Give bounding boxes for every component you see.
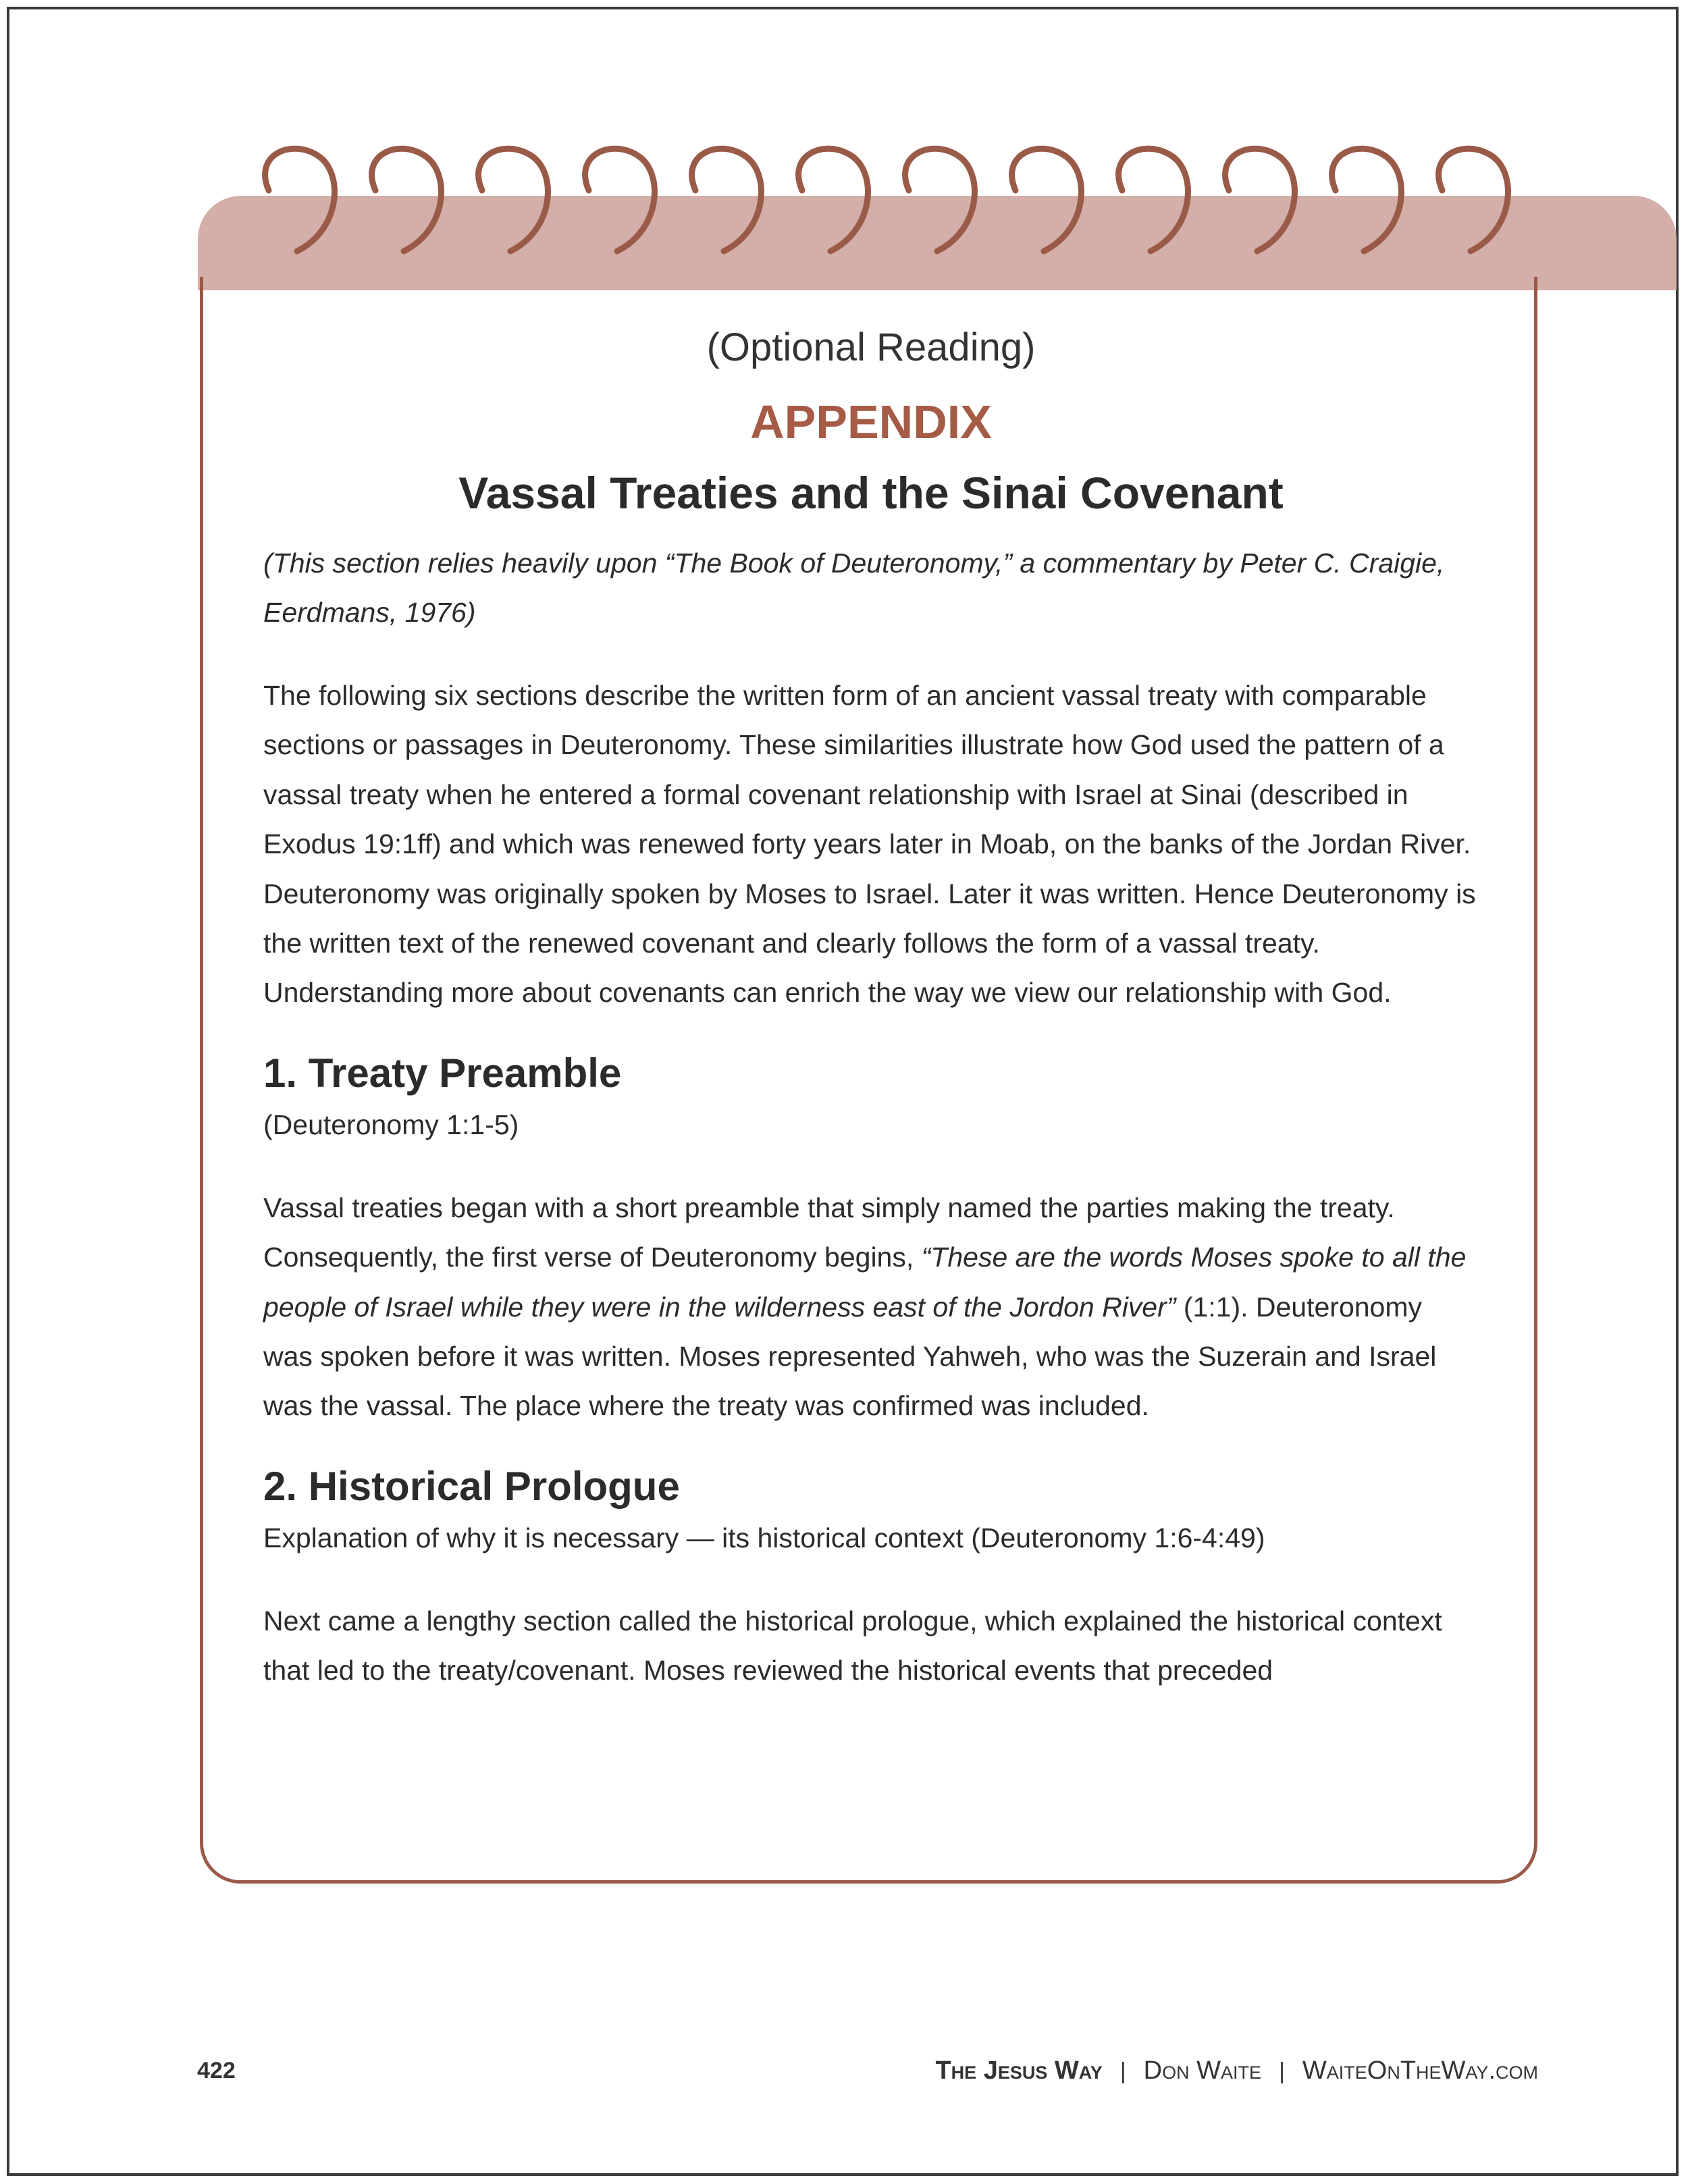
binder-ring-icon (905, 149, 975, 251)
source-attribution: (This section relies heavily upon “The Book of Deuteronomy,” a commentary by Peter C. Craigie, Eerdmans, 1976) (263, 548, 1445, 628)
intro-paragraph: The following six sections describe the written form of an ancient vassal treaty with comparable sections or passages in Deuteronomy. These similarities illustrate how God used the pattern of a vassal treaty when he entered a formal covenant relationship with Israel at Sinai (described in Exodus 19:1ff) and which was renewed forty years later in Moab, on the banks of the Jordan River. Deuteronomy was originally spoken by Moses to Israel. Later it was written. Hence Deuteronomy is the written text of the renewed covenant and clearly follows the form of a vassal treaty. Understanding more about covenants can enrich the way we view our relationship with God. (263, 680, 1476, 1009)
section-heading-historical-prologue: 2. Historical Prologue (263, 1463, 680, 1509)
page-title: Vassal Treaties and the Sinai Covenant (458, 468, 1284, 518)
book-title: The Jesus Way (935, 2056, 1103, 2085)
section-body-historical-prologue: Next came a lengthy section called the historical prologue, which explained the historical context that led to the treaty/covenant. Moses reviewed the historical events that preceded (263, 1605, 1442, 1686)
body-text: Vassal treaties began with a short preamble that simply named the parties making the treaty. Consequently, the first verse of Deuteronomy begins, (263, 1192, 1395, 1273)
binder-ring-icon (372, 149, 442, 251)
website-link[interactable]: WaiteOnTheWay.com (1302, 2056, 1538, 2085)
binder-ring-icon (1225, 149, 1295, 251)
footer-separator: | (1119, 2058, 1126, 2084)
binder-ring-icon (1119, 149, 1188, 251)
binder-ring-icon (585, 149, 655, 251)
body-text: (1:1). Deuteronomy was spoken before it was written. Moses represented Yahweh, who was the Suzerain and Israel was the vassal. The place where the treaty was confirmed was included. (263, 1291, 1437, 1422)
running-footer (935, 2056, 1538, 2085)
binder-ring-icon (692, 149, 762, 251)
binder-ring-icon (265, 149, 335, 251)
binder-ring-icon (1439, 149, 1508, 251)
section-heading-treaty-preamble: 1. Treaty Preamble (263, 1050, 622, 1096)
footer-separator: | (1279, 2058, 1285, 2084)
scripture-quote: “These are the words Moses spoke to all the people of Israel while they were in the wilderness east of the Jordon River” (263, 1242, 1467, 1323)
appendix-content (263, 317, 1479, 1696)
section-subheading-treaty-preamble: (Deuteronomy 1:1-5) (263, 1109, 519, 1140)
appendix-label: APPENDIX (750, 396, 992, 448)
optional-reading-label: (Optional Reading) (706, 325, 1036, 369)
author-name: Don Waite (1143, 2056, 1262, 2085)
page-number: 422 (197, 2058, 236, 2083)
section-subheading-historical-prologue: Explanation of why it is necessary — its historical context (Deuteronomy 1:6-4:49) (263, 1522, 1265, 1553)
binder-ring-icon (479, 149, 548, 251)
binder-rings (0, 0, 1688, 284)
binder-ring-icon (1332, 149, 1402, 251)
binder-ring-icon (799, 149, 868, 251)
binder-ring-icon (1012, 149, 1082, 251)
section-body-treaty-preamble (263, 1183, 1479, 1431)
